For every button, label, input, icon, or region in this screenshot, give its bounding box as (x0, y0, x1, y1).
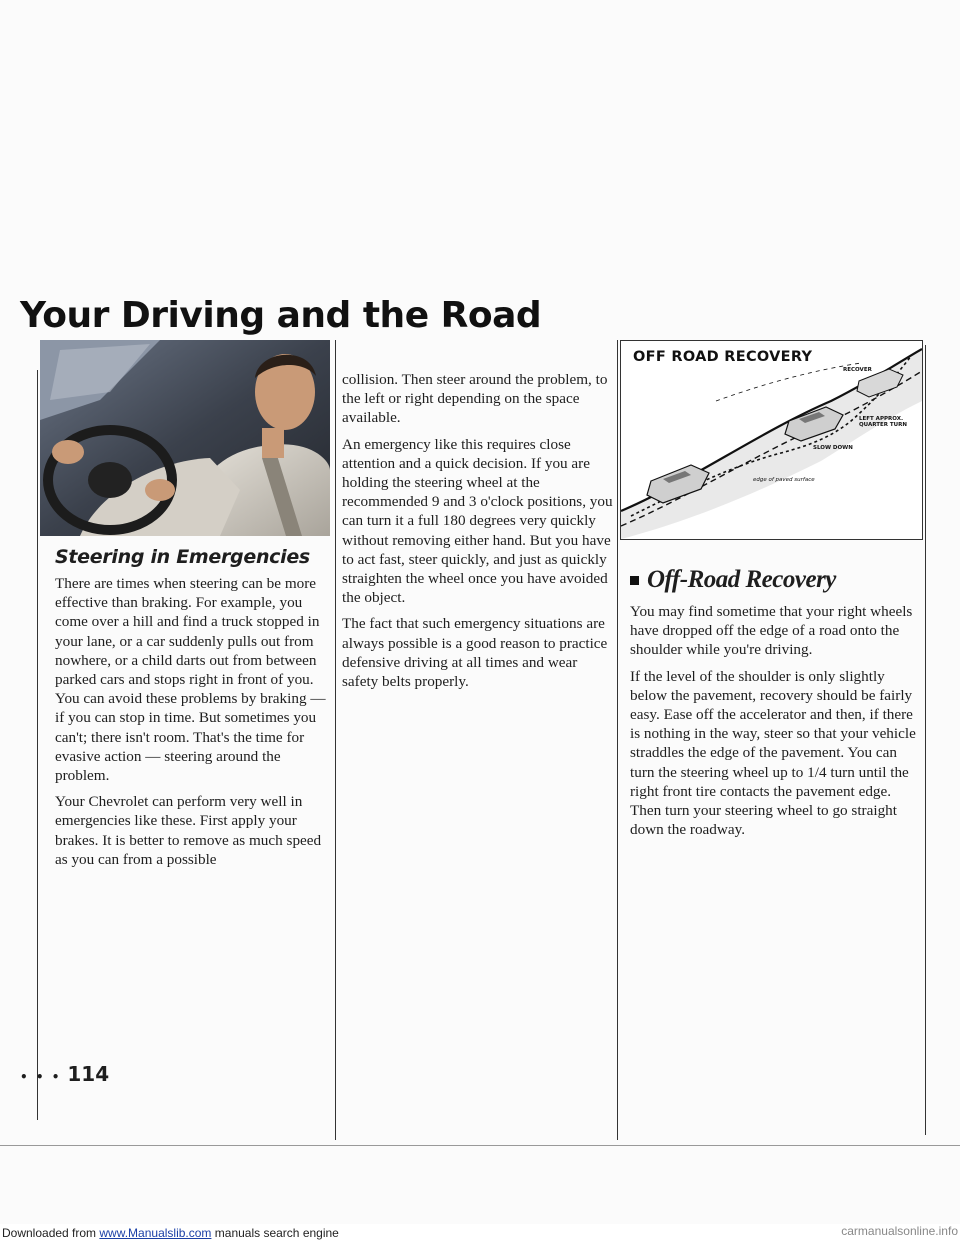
column-rule-left (37, 370, 38, 1120)
page-number (20, 1062, 109, 1086)
column-rule-middle-left (335, 340, 336, 1140)
off-road-recovery-diagram (620, 340, 923, 540)
watermark: carmanualsonline.info (841, 1224, 958, 1238)
driver-photo (40, 340, 330, 536)
right-column (630, 566, 920, 846)
diagram-title: OFF ROAD RECOVERY (633, 349, 813, 365)
section-heading-steering: Steering in Emergencies (55, 546, 310, 568)
diagram-label-left-turn-line1: LEFT APPROX. (859, 416, 904, 422)
diagram-label-recover: RECOVER (843, 367, 872, 373)
paragraph: If the level of the shoulder is only slightly below the pavement, recovery should be fairly easy. Ease off the accelerator and then, if there is nothing in the way, steer so that your vehicle straddles the edge of the pavement. You can turn the steering wheel up to 1/4 turn until the right front tire contacts the pavement edge. Then turn your steering wheel to go straight down the roadway. (630, 667, 916, 839)
footer-prefix: Downloaded from (2, 1226, 100, 1240)
paragraph: The fact that such emergency situations are always possible is a good reason to practice defensive driving at all times and wear safety belts properly. (342, 615, 608, 691)
section-heading-off-road (630, 566, 920, 594)
diagram-label-left-turn (859, 416, 907, 428)
diagram-label-edge: edge of paved surface (753, 477, 815, 483)
page-number-dots: • • • (20, 1070, 62, 1084)
bullet-square-icon (630, 576, 639, 585)
paragraph: An emergency like this requires close attention and a quick decision. If you are holding the steering wheel at the recommended 9 and 3 o'clock positions, you can turn it a full 180 degrees very quickly without removing either hand. But you have to act fast, steer quickly, and just as quickly straighten the wheel once you have avoided the object. (342, 435, 613, 607)
paragraph: There are times when steering can be more effective than braking. For example, you come over a hill and find a truck stopped in your lane, or a car suddenly pulls out from nowhere, or a child darts out from between parked cars and stops right in front of you. You can avoid these problems by braking — if you can stop in time. But sometimes you can't; there isn't room. That's the time for evasive action — steering around the problem. (55, 575, 326, 785)
manualslib-link[interactable]: www.Manualslib.com (99, 1226, 212, 1240)
off-road-heading-text: Off-Road Recovery (647, 566, 836, 593)
paragraph: You may find sometime that your right wheels have dropped off the edge of a road onto the shoulder while you're driving. (630, 603, 913, 659)
paragraph: Your Chevrolet can perform very well in emergencies like these. First apply your brakes. It is better to remove as much speed as you can from a possible (55, 793, 322, 868)
diagram-label-slow-down: SLOW DOWN (813, 445, 853, 451)
footer-download-notice (0, 1224, 960, 1242)
footer-suffix: manuals search engine (211, 1226, 339, 1240)
left-column (55, 546, 335, 876)
bottom-rule (0, 1145, 960, 1146)
diagram-label-left-turn-line2: QUARTER TURN (859, 422, 907, 428)
middle-column (342, 370, 614, 698)
page-title: Your Driving and the Road (20, 295, 542, 336)
paragraph: collision. Then steer around the problem, to the left or right depending on the space available. (342, 371, 608, 427)
page-number-value: 114 (67, 1062, 110, 1086)
column-rule-right (925, 345, 926, 1135)
column-rule-middle-right (617, 340, 618, 1140)
